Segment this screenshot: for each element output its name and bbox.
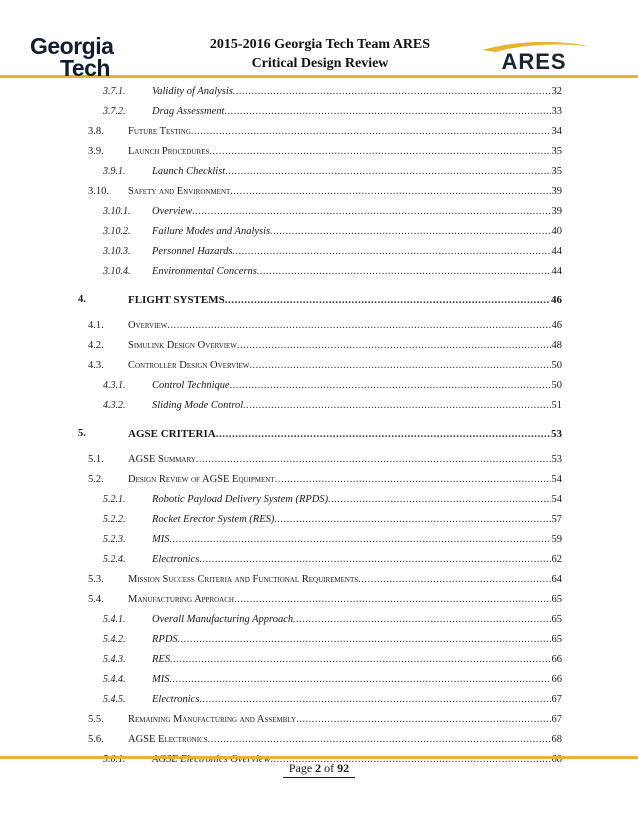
toc-entry-page: 59	[551, 534, 562, 545]
toc-entry-line	[128, 317, 562, 335]
toc-dot-leader	[199, 691, 550, 709]
toc-entry[interactable]	[0, 223, 638, 241]
toc-entry-number: 5.4.3.	[103, 654, 126, 665]
toc-entry-number: 3.10.3.	[103, 246, 131, 257]
toc-entry-page: 48	[551, 340, 562, 351]
toc-entry-page: 35	[551, 146, 562, 157]
toc-entry[interactable]	[0, 291, 638, 309]
toc-entry-line	[152, 671, 562, 689]
toc-dot-leader	[170, 651, 550, 669]
toc-entry-title: AGSE Electronics Overview	[152, 754, 271, 765]
toc-entry[interactable]	[0, 491, 638, 509]
toc-entry-page: 39	[551, 186, 562, 197]
toc-entry[interactable]	[0, 451, 638, 469]
toc-entry-page: 32	[551, 86, 562, 97]
toc-entry-title: Launch Procedures	[128, 146, 210, 157]
toc-entry[interactable]	[0, 531, 638, 549]
page-total: 92	[337, 761, 350, 775]
toc-entry[interactable]	[0, 103, 638, 121]
toc-entry-page: 51	[551, 400, 562, 411]
toc-entry-page: 33	[551, 106, 562, 117]
toc-entry-title: MIS	[152, 674, 170, 685]
toc-entry-page: 62	[551, 554, 562, 565]
toc-dot-leader	[270, 223, 550, 241]
toc-entry-title: Mission Success Criteria and Functional Requirements	[128, 574, 359, 585]
toc-dot-leader	[216, 425, 550, 443]
toc-entry-title: Controller Design Overview	[128, 360, 250, 371]
toc-entry-number: 4.	[78, 294, 86, 305]
toc-entry-page: 54	[551, 474, 562, 485]
toc-entry[interactable]	[0, 631, 638, 649]
toc-dot-leader	[196, 451, 551, 469]
toc-dot-leader	[208, 731, 551, 749]
toc-entry[interactable]	[0, 591, 638, 609]
georgia-tech-logo	[30, 35, 140, 79]
toc-entry-number: 3.7.1.	[103, 86, 126, 97]
toc-entry-number: 5.2.	[88, 474, 104, 485]
toc-entry[interactable]	[0, 611, 638, 629]
toc-entry-line	[128, 337, 562, 355]
toc-entry-number: 5.6.	[88, 734, 104, 745]
page-label: Page	[288, 761, 313, 775]
toc-entry-title: Robotic Payload Delivery System (RPDS)	[152, 494, 329, 505]
toc-entry-number: 5.2.2.	[103, 514, 126, 525]
toc-entry-number: 3.10.	[88, 186, 109, 197]
toc-entry-line	[128, 451, 562, 469]
toc-entry-page: 50	[551, 360, 562, 371]
toc-dot-leader	[293, 611, 550, 629]
toc-entry-number: 5.4.1.	[103, 614, 126, 625]
page-number: 2	[315, 761, 322, 775]
toc-entry-line	[128, 123, 562, 141]
toc-entry-line	[152, 631, 562, 649]
toc-dot-leader	[358, 571, 550, 589]
toc-entry-line	[152, 551, 562, 569]
toc-entry-number: 3.10.2.	[103, 226, 131, 237]
toc-entry-line	[128, 143, 562, 161]
document-title-line-1: 2015-2016 Georgia Tech Team ARES	[209, 37, 431, 52]
toc-entry-number: 5.5.	[88, 714, 104, 725]
toc-entry-title: Launch Checklist	[152, 166, 226, 177]
toc-entry[interactable]	[0, 571, 638, 589]
toc-entry-line	[152, 611, 562, 629]
toc-entry-number: 5.4.5.	[103, 694, 126, 705]
toc-entry[interactable]	[0, 143, 638, 161]
toc-entry[interactable]	[0, 377, 638, 395]
toc-entry-title: Future Testing	[128, 126, 191, 137]
toc-dot-leader	[178, 631, 551, 649]
toc-entry-title: Failure Modes and Analysis	[152, 226, 271, 237]
toc-entry[interactable]	[0, 511, 638, 529]
toc-entry-title: Sliding Mode Control	[152, 400, 244, 411]
toc-entry-title: RPDS	[152, 634, 178, 645]
toc-entry[interactable]	[0, 671, 638, 689]
toc-entry-title: Overall Manufacturing Approach	[152, 614, 294, 625]
toc-entry-line	[128, 425, 562, 443]
toc-entry-title: Control Technique	[152, 380, 230, 391]
toc-entry-title: Remaining Manufacturing and Assembly	[128, 714, 297, 725]
toc-entry[interactable]	[0, 711, 638, 729]
document-title-line-2: Critical Design Review	[251, 56, 389, 71]
toc-entry[interactable]	[0, 397, 638, 415]
toc-entry[interactable]	[0, 357, 638, 375]
toc-dot-leader	[243, 397, 550, 415]
toc-entry-line	[152, 83, 562, 101]
toc-entry-title: MIS	[152, 534, 170, 545]
toc-entry-title: AGSE Summary	[128, 454, 196, 465]
toc-entry[interactable]	[0, 651, 638, 669]
toc-dot-leader	[225, 163, 550, 181]
toc-entry[interactable]	[0, 123, 638, 141]
toc-entry-page: 34	[551, 126, 562, 137]
page-header	[0, 0, 638, 81]
toc-entry-title: AGSE CRITERIA	[128, 428, 216, 440]
toc-entry-page: 66	[551, 654, 562, 665]
toc-entry-line	[152, 397, 562, 415]
toc-entry-number: 5.2.1.	[103, 494, 126, 505]
toc-entry-page: 46	[551, 294, 562, 306]
toc-dot-leader	[230, 183, 550, 201]
toc-entry-page: 67	[551, 714, 562, 725]
toc-entry[interactable]	[0, 183, 638, 201]
toc-entry-title: Personnel Hazards	[152, 246, 233, 257]
toc-entry-number: 5.4.4.	[103, 674, 126, 685]
toc-entry-page: 57	[551, 514, 562, 525]
toc-entry-number: 5.6.1.	[103, 754, 126, 765]
toc-entry-page: 65	[551, 594, 562, 605]
toc-dot-leader	[328, 491, 550, 509]
toc-entry-line	[152, 511, 562, 529]
toc-entry-number: 3.10.4.	[103, 266, 131, 277]
toc-entry-title: Electronics	[152, 694, 200, 705]
toc-entry-line	[152, 103, 562, 121]
toc-entry-page: 44	[551, 266, 562, 277]
toc-entry-number: 4.1.	[88, 320, 104, 331]
toc-dot-leader	[257, 263, 551, 281]
ares-logo	[478, 38, 590, 72]
toc-dot-leader	[224, 103, 550, 121]
toc-dot-leader	[192, 203, 550, 221]
toc-entry[interactable]	[0, 471, 638, 489]
toc-entry-title: Design Review of AGSE Equipment	[128, 474, 275, 485]
toc-entry-number: 5.4.	[88, 594, 104, 605]
toc-entry-number: 3.7.2.	[103, 106, 126, 117]
toc-dot-leader	[237, 337, 551, 355]
toc-entry[interactable]	[0, 731, 638, 749]
toc-entry-page: 66	[551, 674, 562, 685]
toc-entry-line	[128, 183, 562, 201]
toc-entry-page: 68	[551, 734, 562, 745]
toc-entry-title: Electronics	[152, 554, 200, 565]
toc-entry[interactable]	[0, 691, 638, 709]
toc-entry[interactable]	[0, 163, 638, 181]
toc-entry-number: 5.1.	[88, 454, 104, 465]
toc-entry-page: 65	[551, 634, 562, 645]
toc-entry-line	[128, 591, 562, 609]
toc-dot-leader	[170, 531, 551, 549]
toc-dot-leader	[234, 591, 551, 609]
toc-entry-title: Validity of Analysis	[152, 86, 233, 97]
toc-entry-number: 3.9.	[88, 146, 104, 157]
toc-entry-page: 46	[551, 320, 562, 331]
toc-entry-title: AGSE Electronics	[128, 734, 208, 745]
toc-dot-leader	[274, 511, 550, 529]
toc-entry-page: 54	[551, 494, 562, 505]
toc-entry-title: Simulink Design Overview	[128, 340, 237, 351]
toc-entry-page: 39	[551, 206, 562, 217]
toc-entry-number: 3.10.1.	[103, 206, 131, 217]
toc-entry-number: 4.3.1.	[103, 380, 126, 391]
toc-entry-number: 3.8.	[88, 126, 104, 137]
toc-entry-number: 3.9.1.	[103, 166, 126, 177]
logo-line-1: Georgia	[30, 33, 114, 59]
toc-entry-title: Drag Assessment	[152, 106, 225, 117]
toc-entry-line	[128, 357, 562, 375]
toc-entry-title: FLIGHT SYSTEMS	[128, 294, 225, 306]
toc-entry[interactable]	[0, 337, 638, 355]
toc-entry-page: 35	[551, 166, 562, 177]
toc-entry[interactable]	[0, 203, 638, 221]
toc-entry-number: 5.3.	[88, 574, 104, 585]
toc-entry-page: 53	[551, 428, 562, 440]
toc-dot-leader	[233, 83, 551, 101]
of-label: of	[324, 761, 335, 775]
toc-dot-leader	[170, 671, 551, 689]
toc-entry-number: 4.2.	[88, 340, 104, 351]
toc-entry-line	[128, 711, 562, 729]
toc-entry[interactable]	[0, 263, 638, 281]
toc-entry-line	[128, 291, 562, 309]
toc-entry-line	[152, 377, 562, 395]
toc-entry-number: 4.3.	[88, 360, 104, 371]
toc-entry-line	[152, 243, 562, 261]
page-number-underline	[283, 761, 355, 778]
toc-entry[interactable]	[0, 551, 638, 569]
toc-entry[interactable]	[0, 425, 638, 443]
document-title	[170, 35, 470, 73]
toc-entry-page: 67	[551, 694, 562, 705]
toc-entry-line	[152, 691, 562, 709]
toc-entry-title: RES	[152, 654, 171, 665]
toc-dot-leader	[275, 471, 551, 489]
toc-entry-page: 53	[551, 454, 562, 465]
toc-entry-page: 40	[551, 226, 562, 237]
toc-entry-number: 5.2.3.	[103, 534, 126, 545]
toc-entry-title: Safety and Environment	[128, 186, 231, 197]
toc-entry-page: 44	[551, 246, 562, 257]
toc-entry-page: 68	[551, 754, 562, 765]
toc-entry-number: 5.	[78, 428, 86, 439]
toc-entry-line	[128, 571, 562, 589]
page-footer	[0, 756, 638, 778]
toc-entry-title: Overview	[152, 206, 193, 217]
ares-logo-text: ARES	[501, 49, 567, 72]
logo-line-2: Tech	[60, 55, 110, 81]
toc-dot-leader	[249, 357, 550, 375]
toc-entry-line	[152, 651, 562, 669]
toc-dot-leader	[225, 291, 550, 309]
toc-entry[interactable]	[0, 243, 638, 261]
toc-dot-leader	[191, 123, 551, 141]
toc-entry-line	[128, 731, 562, 749]
toc-entry-title: Environmental Concerns	[152, 266, 257, 277]
toc-entry-page: 64	[551, 574, 562, 585]
toc-dot-leader	[199, 551, 550, 569]
toc-dot-leader	[167, 317, 550, 335]
toc-entry-line	[128, 471, 562, 489]
toc-dot-leader	[232, 243, 550, 261]
toc-entry-line	[152, 263, 562, 281]
toc-entry-line	[152, 163, 562, 181]
toc-entry-page: 50	[551, 380, 562, 391]
toc-entry-title: Manufacturing Approach	[128, 594, 234, 605]
toc-dot-leader	[230, 377, 551, 395]
toc-dot-leader	[209, 143, 550, 161]
toc-entry-number: 5.2.4.	[103, 554, 126, 565]
toc-entry-title: Rocket Erector System (RES)	[152, 514, 275, 525]
toc-entry-line	[152, 223, 562, 241]
toc-entry-title: Overview	[128, 320, 168, 331]
toc-entry-line	[152, 491, 562, 509]
toc-entry-page: 65	[551, 614, 562, 625]
toc-entry-line	[152, 203, 562, 221]
toc-entry-number: 4.3.2.	[103, 400, 126, 411]
toc-entry-line	[152, 531, 562, 549]
toc-entry[interactable]	[0, 317, 638, 335]
toc-dot-leader	[296, 711, 550, 729]
toc-entry-number: 5.4.2.	[103, 634, 126, 645]
toc-entry[interactable]	[0, 83, 638, 101]
